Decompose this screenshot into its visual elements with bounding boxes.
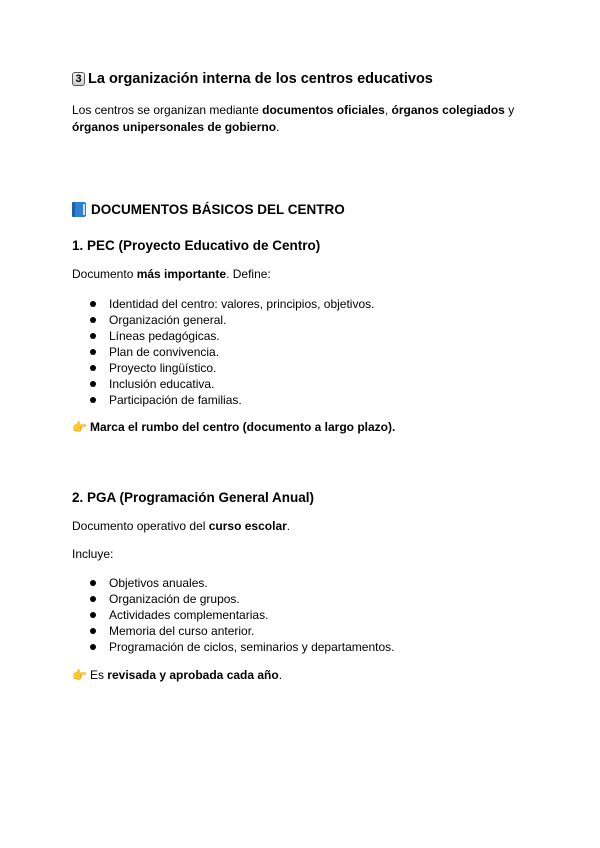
list-item-text: Actividades complementarias. xyxy=(109,608,269,622)
list-item xyxy=(90,328,374,344)
list-item xyxy=(90,296,374,312)
list-item xyxy=(90,312,374,328)
pga-definition xyxy=(72,518,290,535)
list-item xyxy=(90,591,394,607)
intro-paragraph xyxy=(72,102,532,136)
intro-text: Los centros se organizan mediante xyxy=(72,103,263,117)
keycap-number-icon: 3 xyxy=(72,72,85,86)
pec-definition xyxy=(72,266,271,283)
bullet-icon xyxy=(90,381,96,387)
bullet-icon xyxy=(90,612,96,618)
bullet-icon xyxy=(90,644,96,650)
pec-def-text: Documento xyxy=(72,267,137,281)
intro-text: y xyxy=(504,103,515,117)
list-item-text: Participación de familias. xyxy=(109,393,242,407)
list-item-text: Proyecto lingüístico. xyxy=(109,361,217,375)
pga-note-bold: revisada y aprobada cada año xyxy=(107,668,279,682)
list-item-text: Plan de convivencia. xyxy=(109,345,220,359)
pga-note-text: . xyxy=(278,668,283,682)
pga-title: 2. PGA (Programación General Anual) xyxy=(72,490,315,505)
list-item xyxy=(90,344,374,360)
pec-note xyxy=(72,419,395,436)
list-item xyxy=(90,623,394,639)
list-item-text: Identidad del centro: valores, principios, objetivos. xyxy=(109,297,375,311)
intro-text: , xyxy=(384,103,392,117)
list-item-text: Objetivos anuales. xyxy=(109,576,208,590)
pga-list xyxy=(90,575,394,655)
pointing-hand-icon: 👉 xyxy=(72,420,87,434)
pga-def-text: . xyxy=(286,519,291,533)
list-item xyxy=(90,575,394,591)
pga-def-bold: curso escolar xyxy=(208,519,287,533)
pga-note xyxy=(72,667,282,684)
intro-bold-colegiados: órganos colegiados xyxy=(391,103,505,117)
bullet-icon xyxy=(90,333,96,339)
list-item-text: Organización de grupos. xyxy=(109,592,240,606)
list-item xyxy=(90,607,394,623)
documents-heading-text: DOCUMENTOS BÁSICOS DEL CENTRO xyxy=(91,202,345,217)
bullet-icon xyxy=(90,397,96,403)
pec-def-text: . Define: xyxy=(226,267,271,281)
pec-note-text: Marca el rumbo del centro (documento a largo plazo). xyxy=(89,420,396,434)
pec-title: 1. PEC (Proyecto Educativo de Centro) xyxy=(72,238,321,253)
pga-note-text: Es xyxy=(89,668,108,682)
documents-heading xyxy=(72,202,345,217)
bullet-icon xyxy=(90,596,96,602)
pec-def-bold: más importante xyxy=(136,267,227,281)
intro-text: . xyxy=(276,120,280,134)
list-item xyxy=(90,639,394,655)
list-item-text: Programación de ciclos, seminarios y departamentos. xyxy=(109,640,395,654)
bullet-icon xyxy=(90,301,96,307)
list-item xyxy=(90,360,374,376)
bullet-icon xyxy=(90,317,96,323)
pointing-hand-icon: 👉 xyxy=(72,668,87,682)
bullet-icon xyxy=(90,365,96,371)
section-title: La organización interna de los centros educativos xyxy=(88,71,433,87)
pga-includes-label: Incluye: xyxy=(72,547,114,561)
intro-bold-documentos: documentos oficiales xyxy=(262,103,385,117)
list-item-text: Líneas pedagógicas. xyxy=(109,329,220,343)
bullet-icon xyxy=(90,628,96,634)
pga-def-text: Documento operativo del xyxy=(72,519,209,533)
list-item xyxy=(90,376,374,392)
list-item-text: Inclusión educativa. xyxy=(109,377,215,391)
list-item-text: Organización general. xyxy=(109,313,227,327)
intro-bold-unipersonales: órganos unipersonales de gobierno xyxy=(72,120,277,134)
list-item-text: Memoria del curso anterior. xyxy=(109,624,255,638)
blue-book-icon xyxy=(72,202,86,217)
pec-list xyxy=(90,296,374,408)
list-item xyxy=(90,392,374,408)
section-heading xyxy=(72,71,433,87)
bullet-icon xyxy=(90,580,96,586)
bullet-icon xyxy=(90,349,96,355)
